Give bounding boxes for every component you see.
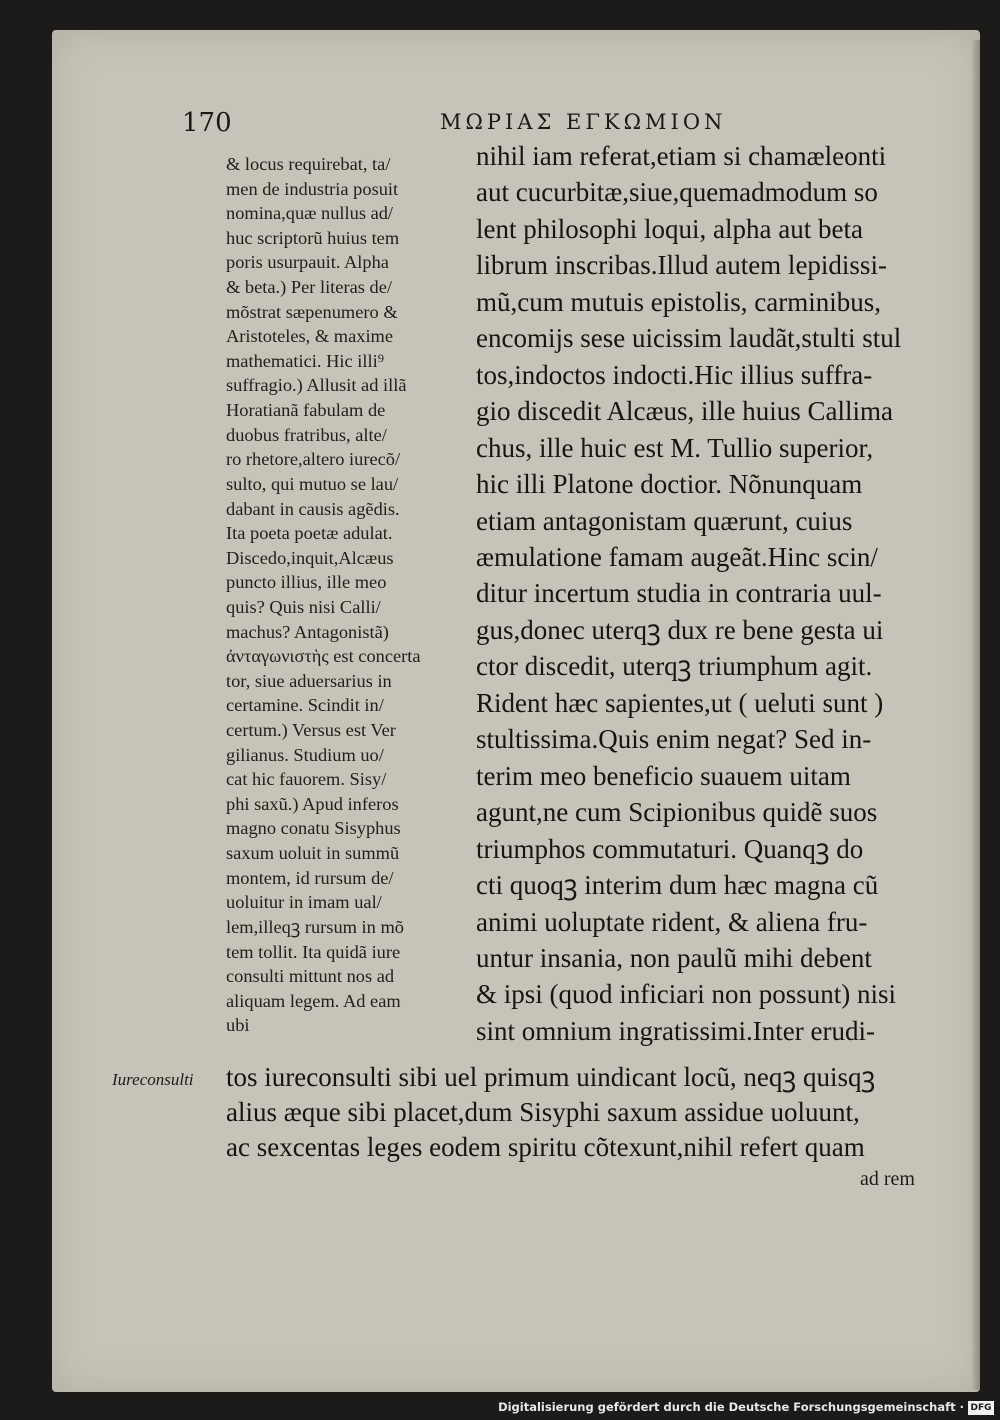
commentary-line: quis? Quis nisi Calli/ <box>226 596 381 617</box>
commentary-line: ubi <box>226 1015 250 1036</box>
commentary-line: cat hic fauorem. Sisy/ <box>226 769 387 790</box>
commentary-line: & locus requirebat, ta/ <box>226 154 391 174</box>
commentary-line: Ita poeta poetæ adulat. <box>226 523 393 544</box>
main-text-line: gus,donec uterqꝫ dux re bene gesta ui <box>476 614 884 645</box>
commentary-line: montem, id rursum de/ <box>226 867 394 888</box>
main-text-line: etiam antagonistam quærunt, cuius <box>476 505 853 536</box>
catchword: ad rem <box>860 1168 915 1190</box>
commentary-line: tor, siue aduersarius in <box>226 670 392 691</box>
running-title: ΜΩΡΙΑΣ ΕΓΚΩΜΙΟΝ <box>440 110 727 134</box>
commentary-line: phi saxũ.) Apud inferos <box>226 793 399 814</box>
page-edge <box>972 40 980 1390</box>
main-text-line: tos,indoctos indocti.Hic illius suffra- <box>476 359 873 390</box>
commentary-line: puncto illius, ille meo <box>226 572 387 593</box>
main-text-line: aut cucurbitæ,siue,quemadmodum so <box>476 177 878 208</box>
commentary-line: & beta.) Per literas de/ <box>226 277 392 298</box>
main-text-line: triumphos commutaturi. Quanqꝫ do <box>476 833 864 864</box>
commentary-column <box>226 152 461 1038</box>
main-text-line: hic illi Platone doctior. Nõnunquam <box>476 469 863 500</box>
main-text-line: & ipsi (quod inficiari non possunt) nisi <box>476 979 896 1010</box>
marginal-note: Iureconsulti <box>112 1070 194 1089</box>
main-text-line: untur insania, non paulũ mihi debent <box>476 942 872 973</box>
commentary-line: certum.) Versus est Ver <box>226 720 396 741</box>
main-text-line: nihil iam referat,etiam si chamæleonti <box>476 141 887 171</box>
commentary-line: Discedo,inquit,Alcæus <box>226 547 394 568</box>
commentary-line: nomina,quæ nullus ad/ <box>226 203 394 224</box>
commentary-line: tem tollit. Ita quidã iure <box>226 941 401 962</box>
commentary-line: duobus fratribus, alte/ <box>226 424 387 445</box>
main-text-line: animi uoluptate rident, & aliena fru- <box>476 906 868 937</box>
main-text-line: gio discedit Alcæus, ille huius Callima <box>476 396 893 427</box>
commentary-line: suffragio.) Allusit ad illã <box>226 375 407 396</box>
full-text-line: tos iureconsulti sibi uel primum uindicant locũ, neqꝫ quisqꝫ <box>226 1062 876 1092</box>
commentary-line: aliquam legem. Ad eam <box>226 990 401 1011</box>
footer-credit: Digitalisierung gefördert durch die Deutsche Forschungsgemeinschaft · <box>498 1400 964 1414</box>
full-text-line: alius æque sibi placet,dum Sisyphi saxum assidue uoluunt, <box>226 1097 860 1127</box>
commentary-line: certamine. Scindit in/ <box>226 695 384 716</box>
commentary-line: men de industria posuit <box>226 178 399 199</box>
full-width-text <box>226 1060 938 1165</box>
main-text-column <box>476 138 936 1049</box>
commentary-line: machus? Antagonistã) <box>226 621 389 642</box>
dfg-logo: DFG <box>968 1401 994 1415</box>
main-text-line: Rident hæc sapientes,ut ( ueluti sunt ) <box>476 687 884 718</box>
commentary-line: gilianus. Studium uo/ <box>226 744 384 765</box>
commentary-line: poris usurpauit. Alpha <box>226 252 389 273</box>
commentary-line: mõstrat sæpenumero & <box>226 301 398 322</box>
main-text-line: librum inscribas.Illud autem lepidissi- <box>476 250 887 281</box>
main-text-line: stultissima.Quis enim negat? Sed in- <box>476 724 872 755</box>
main-text-line: ctor discedit, uterqꝫ triumphum agit. <box>476 651 873 682</box>
commentary-line: saxum uoluit in summũ <box>226 843 400 864</box>
commentary-line: mathematici. Hic illi⁹ <box>226 350 385 371</box>
main-text-line: chus, ille huic est M. Tullio superior, <box>476 432 874 463</box>
main-text-line: mũ,cum mutuis epistolis, carminibus, <box>476 286 881 317</box>
commentary-line: Aristoteles, & maxime <box>226 326 394 347</box>
commentary-line: ro rhetore,altero iurecõ/ <box>226 449 401 470</box>
commentary-line: lem,illeqꝫ rursum in mõ <box>226 916 404 937</box>
commentary-line: sulto, qui mutuo se lau/ <box>226 473 399 494</box>
page-number: 170 <box>182 108 232 138</box>
full-text-line: ac sexcentas leges eodem spiritu cõtexunt,nihil refert quam <box>226 1132 865 1162</box>
main-text-line: lent philosophi loqui, alpha aut beta <box>476 213 863 244</box>
commentary-line: Horatianã fabulam de <box>226 400 386 421</box>
main-text-line: agunt,ne cum Scipionibus quidẽ suos <box>476 797 878 828</box>
main-text-line: cti quoqꝫ interim dum hæc magna cũ <box>476 870 879 901</box>
commentary-line: huc scriptorũ huius tem <box>226 227 400 248</box>
commentary-line: ἀνταγωνιστὴς est concerta <box>226 646 421 667</box>
main-text-line: sint omnium ingratissimi.Inter erudi- <box>476 1015 875 1046</box>
main-text-line: terim meo beneficio suauem uitam <box>476 760 851 791</box>
commentary-line: consulti mittunt nos ad <box>226 966 395 987</box>
commentary-line: magno conatu Sisyphus <box>226 818 401 839</box>
main-text-line: encomijs sese uicissim laudãt,stulti stul <box>476 323 902 354</box>
main-text-line: ditur incertum studia in contraria uul- <box>476 578 882 609</box>
commentary-line: uoluitur in imam ual/ <box>226 892 382 913</box>
commentary-line: dabant in causis agẽdis. <box>226 498 400 519</box>
main-text-line: æmulatione famam augeãt.Hinc scin/ <box>476 541 878 572</box>
